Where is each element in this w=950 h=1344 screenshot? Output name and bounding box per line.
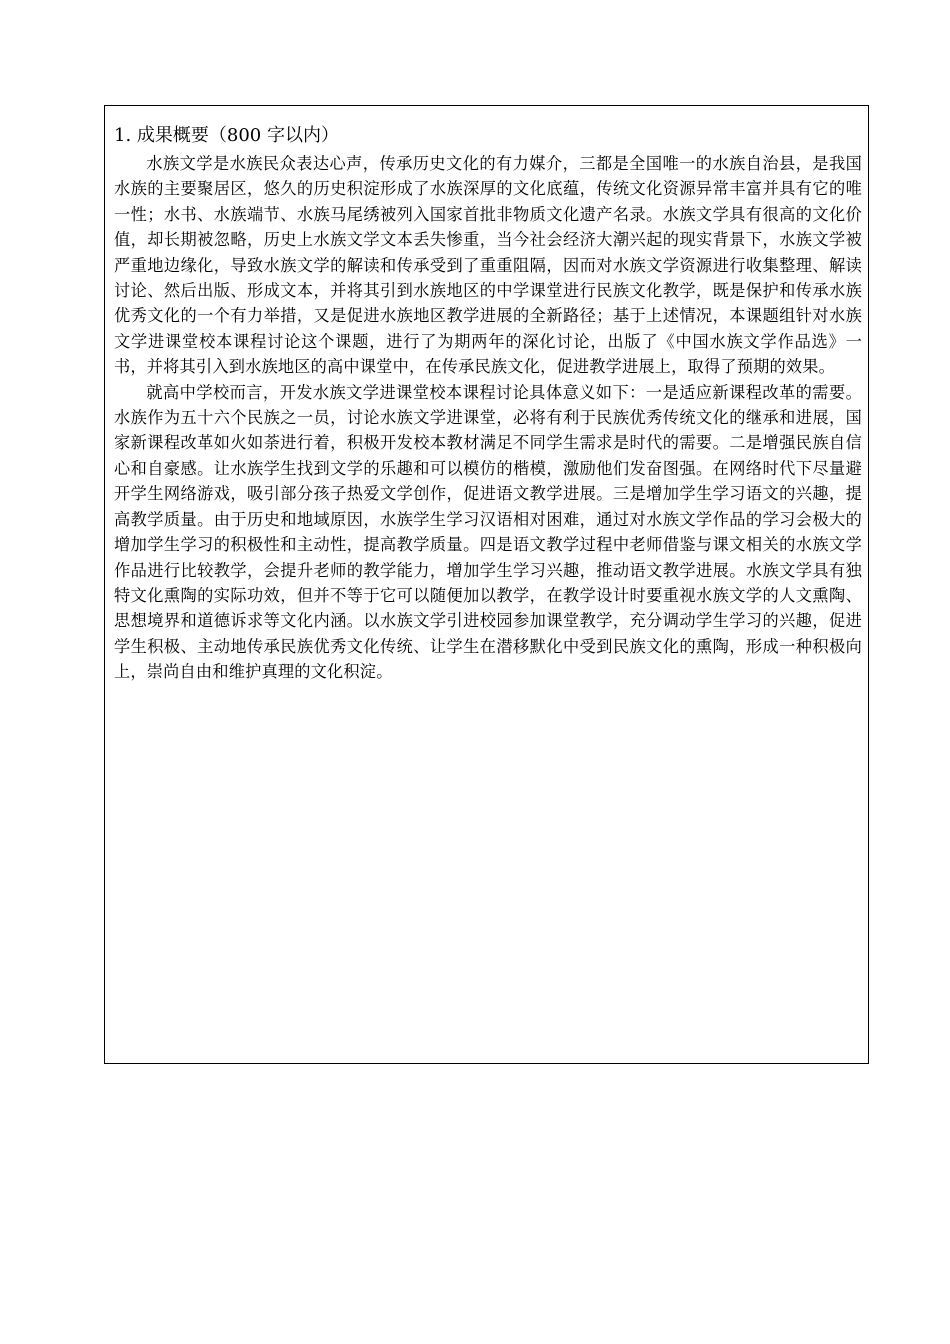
paragraph-background: 水族文学是水族民众表达心声，传承历史文化的有力媒介，三都是全国唯一的水族自治县，是我国水族的主要聚居区，悠久的历史积淀形成了水族深厚的文化底蕴，传统文化资源异常丰富并具有它的唯一性；水书、水族端节、水族马尾绣被列入国家首批非物质文化遗产名录。水族文学具有很高的文化价值，却长期被忽略，历史上水族文学文本丢失惨重，当今社会经济大潮兴起的现实背景下，水族文学被严重地边缘化，导致水族文学的解读和传承受到了重重阻隔，因而对水族文学资源进行收集整理、解读讨论、然后出版、形成文本，并将其引到水族地区的中学课堂进行民族文化教学，既是保护和传承水族优秀文化的一个有力举措，又是促进水族地区教学进展的全新路径；基于上述情况，本课题组针对水族文学进课堂校本课程讨论这个课题，进行了为期两年的深化讨论，出版了《中国水族文学作品选》一书，并将其引入到水族地区的高中课堂中，在传承民族文化，促进教学进展上，取得了预期的效果。: [114, 154, 862, 377]
summary-content: [114, 123, 862, 685]
section-title: 1. 成果概要（800 字以内）: [114, 125, 339, 146]
summary-form-box: [104, 105, 869, 1064]
paragraph-significance: 就高中学校而言，开发水族文学进课堂校本课程讨论具体意义如下：一是适应新课程改革的需要。水族作为五十六个民族之一员，讨论水族文学进课堂，必将有利于民族优秀传统文化的继承和进展，国家新课程改革如火如荼进行着，积极开发校本教材满足不同学生需求是时代的需要。二是增强民族自信心和自豪感。让水族学生找到文学的乐趣和可以模仿的楷模，激励他们发奋图强。在网络时代下尽量避开学生网络游戏，吸引部分孩子热爱文学创作，促进语文教学进展。三是增加学生学习语文的兴趣，提高教学质量。由于历史和地域原因，水族学生学习汉语相对困难，通过对水族文学作品的学习会极大的增加学生学习的积极性和主动性，提高教学质量。四是语文教学过程中老师借鉴与课文相关的水族文学作品进行比较教学，会提升老师的教学能力，增加学生学习兴趣，推动语文教学进展。水族文学具有独特文化熏陶的实际功效，但并不等于它可以随便加以教学，在教学设计时要重视水族文学的人文熏陶、思想境界和道德诉求等文化内涵。以水族文学引进校园参加课堂教学，充分调动学生学习的兴趣，促进学生积极、主动地传承民族优秀文化传统、让学生在潜移默化中受到民族文化的熏陶，形成一种积极向上，崇尚自由和维护真理的文化积淀。: [114, 382, 862, 682]
